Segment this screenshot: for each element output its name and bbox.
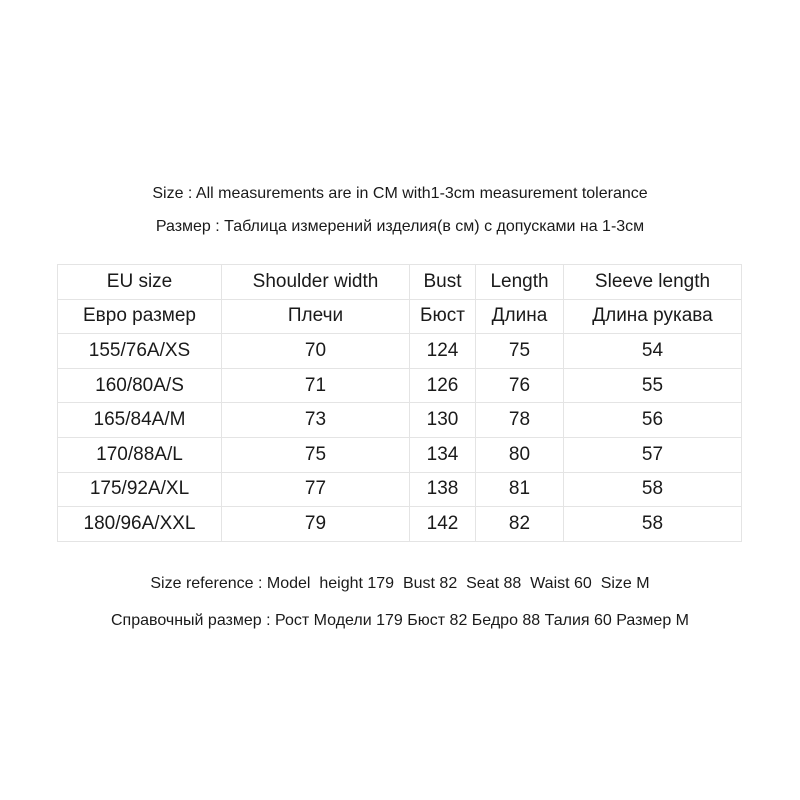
shoulder-cell: 79 bbox=[222, 507, 410, 542]
size-chart-table bbox=[57, 264, 742, 542]
shoulder-cell: 75 bbox=[222, 437, 410, 472]
length-cell: 82 bbox=[476, 507, 564, 542]
length-cell: 80 bbox=[476, 437, 564, 472]
size-reference-ru: Справочный размер : Рост Модели 179 Бюст 82 Бедро 88 Талия 60 Размер M bbox=[110, 612, 689, 629]
measurement-note-en: Size : All measurements are in CM with1-3cm measurement tolerance bbox=[152, 185, 648, 202]
header-eu-size-ru: Евро размер bbox=[58, 299, 222, 334]
bust-cell: 134 bbox=[410, 437, 476, 472]
header-sleeve-length: Sleeve length bbox=[564, 265, 742, 300]
sleeve-cell: 54 bbox=[564, 334, 742, 369]
header-shoulder-width-ru: Плечи bbox=[222, 299, 410, 334]
table-row bbox=[58, 472, 742, 507]
shoulder-cell: 71 bbox=[222, 368, 410, 403]
bust-cell: 126 bbox=[410, 368, 476, 403]
sleeve-cell: 58 bbox=[564, 472, 742, 507]
length-cell: 78 bbox=[476, 403, 564, 438]
measurement-note-ru: Размер : Таблица измерений изделия(в см) с допусками на 1-3см bbox=[155, 218, 645, 235]
header-sleeve-length-ru: Длина рукава bbox=[564, 299, 742, 334]
size-cell: 170/88A/L bbox=[58, 437, 222, 472]
header-shoulder-width: Shoulder width bbox=[222, 265, 410, 300]
table-row bbox=[58, 334, 742, 369]
size-cell: 165/84A/M bbox=[58, 403, 222, 438]
bust-cell: 124 bbox=[410, 334, 476, 369]
header-length: Length bbox=[476, 265, 564, 300]
table-row bbox=[58, 403, 742, 438]
size-reference-en: Size reference : Model height 179 Bust 82 Seat 88 Waist 60 Size M bbox=[150, 575, 650, 592]
size-cell: 180/96A/XXL bbox=[58, 507, 222, 542]
bust-cell: 142 bbox=[410, 507, 476, 542]
bust-cell: 130 bbox=[410, 403, 476, 438]
header-bust: Bust bbox=[410, 265, 476, 300]
header-bust-ru: Бюст bbox=[410, 299, 476, 334]
length-cell: 76 bbox=[476, 368, 564, 403]
header-length-ru: Длина bbox=[476, 299, 564, 334]
table-row bbox=[58, 368, 742, 403]
size-cell: 160/80A/S bbox=[58, 368, 222, 403]
bust-cell: 138 bbox=[410, 472, 476, 507]
size-cell: 155/76A/XS bbox=[58, 334, 222, 369]
sleeve-cell: 57 bbox=[564, 437, 742, 472]
sleeve-cell: 55 bbox=[564, 368, 742, 403]
shoulder-cell: 77 bbox=[222, 472, 410, 507]
header-row-ru bbox=[58, 299, 742, 334]
length-cell: 75 bbox=[476, 334, 564, 369]
table-row bbox=[58, 507, 742, 542]
header-eu-size: EU size bbox=[58, 265, 222, 300]
sleeve-cell: 58 bbox=[564, 507, 742, 542]
shoulder-cell: 70 bbox=[222, 334, 410, 369]
length-cell: 81 bbox=[476, 472, 564, 507]
header-row-en bbox=[58, 265, 742, 300]
table-row bbox=[58, 437, 742, 472]
shoulder-cell: 73 bbox=[222, 403, 410, 438]
sleeve-cell: 56 bbox=[564, 403, 742, 438]
size-cell: 175/92A/XL bbox=[58, 472, 222, 507]
